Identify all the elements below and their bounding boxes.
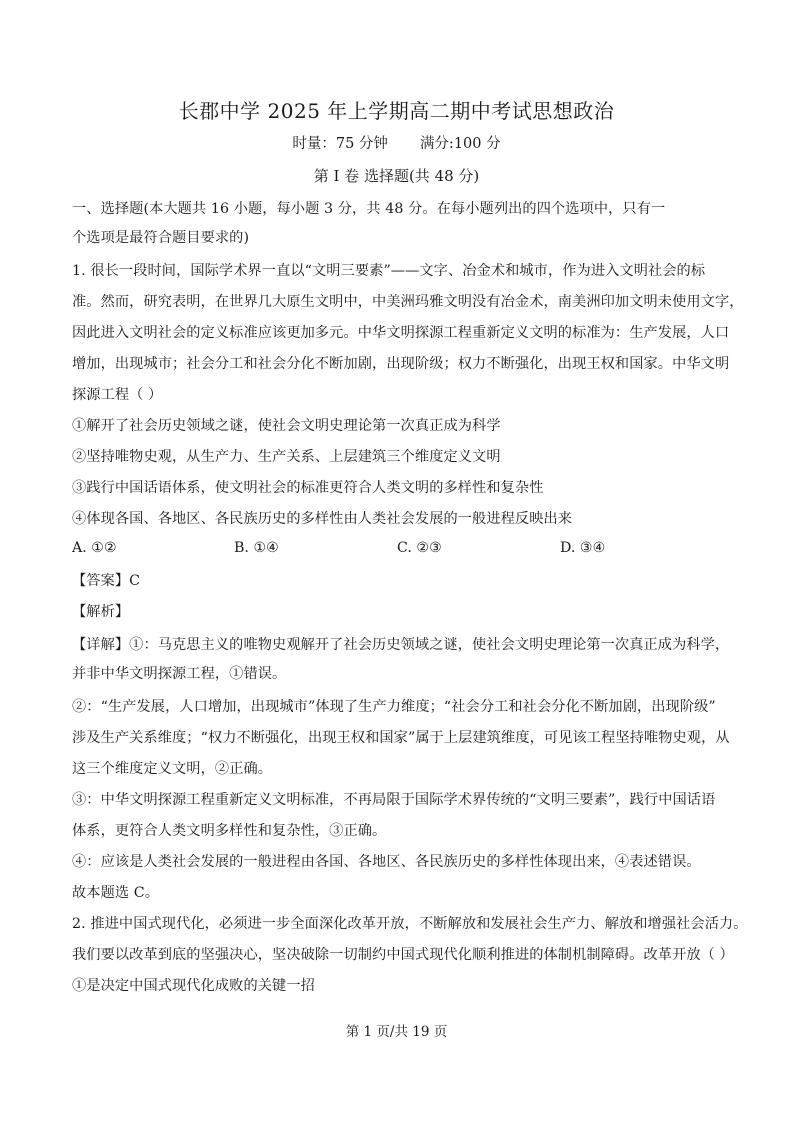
q1-statement: ②坚持唯物史观，从生产力、生产关系、上层建筑三个维度定义文明: [72, 449, 501, 465]
q1-option-d: D. ③④: [560, 540, 606, 556]
q1-statement: ①解开了社会历史领域之谜，使社会文明史理论第一次真正成为科学: [72, 418, 501, 434]
q1-analysis-line: ②：“生产发展，人口增加，出现城市”体现了生产力维度；“社会分工和社会分化不断加剧，出现阶级”: [72, 699, 716, 715]
page-number: 第 1 页/共 19 页: [345, 1024, 448, 1040]
time-limit: 时量：75 分钟: [292, 136, 388, 152]
q1-stem-line: 增加，出现城市；社会分工和社会分化不断加剧，出现阶级；权力不断强化，出现王权和国家。中华文明: [72, 356, 730, 372]
q1-answer: 【答案】C: [72, 573, 141, 589]
q1-options: [72, 540, 732, 560]
exam-title: 长郡中学 2025 年上学期高二期中考试思想政治: [178, 99, 615, 123]
q2-stem-line: ①是决定中国式现代化成败的关键一招: [72, 978, 315, 994]
q2-stem-line: 我们要以改革到底的坚强决心，坚决破除一切制约中国式现代化顺利推进的体制机制障碍。改革开放（ ）: [72, 947, 734, 963]
q1-option-b: B. ①④: [234, 540, 279, 556]
instruction-line: 个选项是最符合题目要求的): [72, 230, 250, 246]
q1-analysis-label: 【解析】: [72, 604, 130, 620]
q1-analysis-line: ④：应该是人类社会发展的一般进程由各国、各地区、各民族历史的多样性体现出来，④表述错误。: [72, 854, 701, 870]
q1-option-a: A. ①②: [72, 540, 117, 556]
q1-analysis-line: 体系，更符合人类文明多样性和复杂性，③正确。: [72, 823, 387, 839]
q1-statement: ④体现各国、各地区、各民族历史的多样性由人类社会发展的一般进程反映出来: [72, 511, 573, 527]
exam-meta: [0, 134, 793, 154]
q1-analysis-line: 并非中华文明探源工程，①错误。: [72, 666, 287, 682]
q1-statement: ③践行中国话语体系，使文明社会的标准更符合人类文明的多样性和复杂性: [72, 480, 544, 496]
full-score: 满分:100 分: [419, 136, 501, 152]
section-heading: 第 I 卷 选择题(共 48 分): [313, 167, 480, 185]
q1-stem-line: 探源工程（ ）: [72, 387, 163, 403]
q1-stem-line: 准。然而，研究表明，在世界几大原生文明中，中美洲玛雅文明没有冶金术，南美洲印加文明未使用文字，: [72, 294, 744, 310]
q1-conclusion: 故本题选 C。: [72, 885, 160, 901]
q1-analysis-line: 【详解】①：马克思主义的唯物史观解开了社会历史领域之谜，使社会文明史理论第一次真正成为科学，: [72, 637, 730, 653]
q1-stem-line: 1. 很长一段时间，国际学术界一直以“文明三要素”——文字、冶金术和城市，作为进入文明社会的标: [72, 263, 706, 279]
q1-analysis-line: ③：中华文明探源工程重新定义文明标准，不再局限于国际学术界传统的“文明三要素”，践行中国话语: [72, 792, 716, 808]
instruction-line: 一、选择题(本大题共 16 小题，每小题 3 分，共 48 分。在每小题列出的四个选项中，只有一: [72, 201, 666, 217]
q1-analysis-line: 涉及生产关系维度；“权力不断强化，出现王权和国家”属于上层建筑维度，可见该工程坚持唯物史观，从: [72, 730, 730, 746]
q2-stem-line: 2. 推进中国式现代化，必须进一步全面深化改革开放，不断解放和发展社会生产力、解放和增强社会活力。: [72, 916, 748, 932]
q1-option-c: C. ②③: [397, 540, 442, 556]
q1-stem-line: 因此进入文明社会的定义标准应该更加多元。中华文明探源工程重新定义文明的标准为：生产发展，人口: [72, 325, 730, 341]
q1-analysis-line: 这三个维度定义文明，②正确。: [72, 761, 273, 777]
